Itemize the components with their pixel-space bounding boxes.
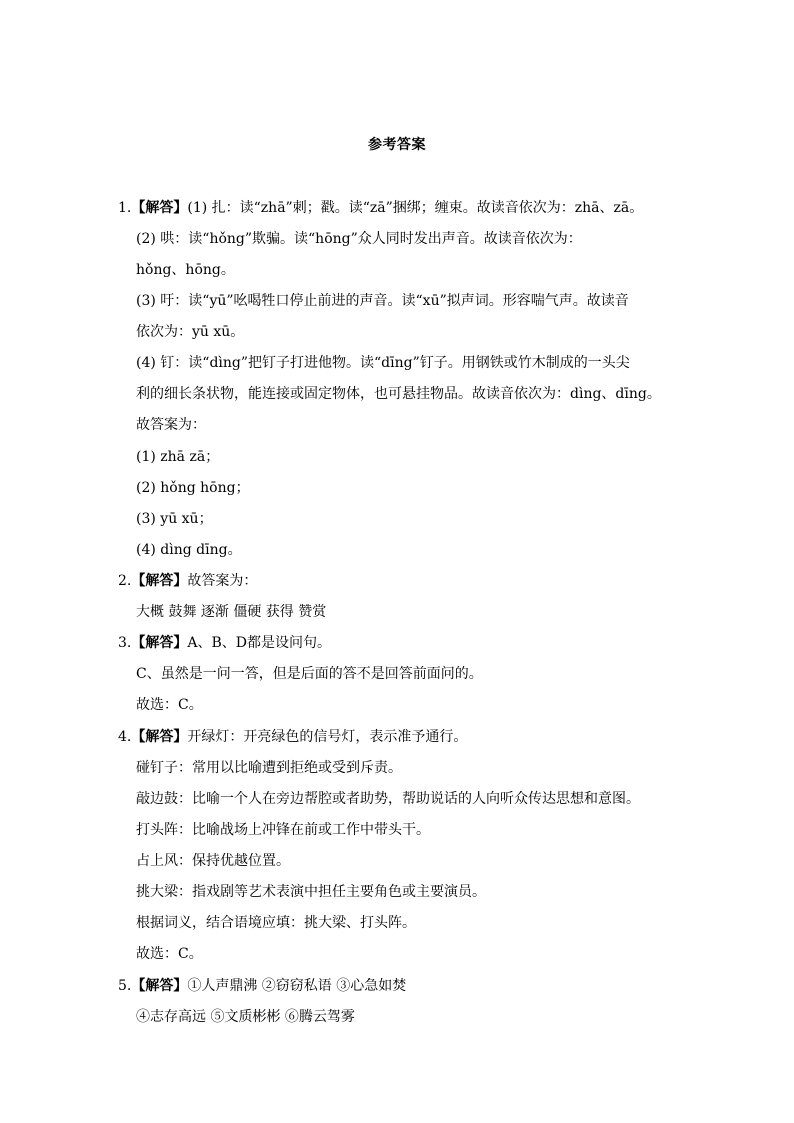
answer-2-line <box>118 572 257 590</box>
answer-3-line <box>118 634 331 652</box>
answer-1-line <box>118 199 643 217</box>
answer-3-line: 故选：C。 <box>136 697 203 713</box>
answer-4-line: 碰钉子：常用以比喻遭到拒绝或受到斥责。 <box>136 760 402 776</box>
answer-text: 故答案为： <box>187 573 258 589</box>
answer-1-line: (2) hǒng hōng； <box>136 480 250 496</box>
answer-1-line: (4) dìng dīng。 <box>136 542 242 558</box>
item-number: 2. <box>118 573 132 589</box>
answer-1-line: hǒng、hōng。 <box>136 262 235 278</box>
item-number: 1. <box>118 200 132 216</box>
answer-text: A、B、D都是设问句。 <box>187 635 331 651</box>
answer-text: 开绿灯：开亮绿色的信号灯，表示准予通行。 <box>187 729 468 745</box>
answer-4-line: 故选：C。 <box>136 946 203 962</box>
answer-tag: 【解答】 <box>131 978 188 994</box>
item-number: 3. <box>118 635 132 651</box>
answer-4-line: 敲边鼓：比喻一个人在旁边帮腔或者助势，帮助说话的人向听众传达思想和意图。 <box>136 791 640 807</box>
answer-tag: 【解答】 <box>131 729 188 745</box>
answer-2-line: 大概 鼓舞 逐渐 僵硬 获得 赞赏 <box>136 604 327 620</box>
answer-3-line: C、虽然是一问一答，但是后面的答不是回答前面问的。 <box>136 666 483 682</box>
answer-1-line: (1) zhā zā； <box>136 449 220 465</box>
answer-1-line: 故答案为： <box>136 417 206 433</box>
page-title: 参考答案 <box>368 137 426 153</box>
answer-4-line: 根据词义，结合语境应填：挑大梁、打头阵。 <box>136 915 416 931</box>
answer-tag: 【解答】 <box>131 573 188 589</box>
answer-5-line: ④志存高远 ⑤文质彬彬 ⑥腾云驾雾 <box>136 1009 355 1025</box>
item-number: 4. <box>118 729 132 745</box>
answer-1-line: 依次为：yū xū。 <box>136 324 245 340</box>
answer-1-line: (3) yū xū； <box>136 511 213 527</box>
answer-5-line <box>118 977 406 995</box>
answer-4-line: 打头阵：比喻战场上冲锋在前或工作中带头干。 <box>136 822 430 838</box>
answer-1-line: (4) 钉：读“dìng”把钉子打进他物。读“dīng”钉子。用钢铁或竹木制成的一头尖 <box>136 355 630 371</box>
answer-1-line: (3) 吁：读“yū”吆喝牲口停止前进的声音。读“xū”拟声词。形容喘气声。故读音 <box>136 293 629 309</box>
answer-tag: 【解答】 <box>131 635 188 651</box>
item-number: 5. <box>118 978 132 994</box>
answer-text: (1) 扎：读“zhā”刺；戳。读“zā”捆绑；缠束。故读音依次为：zhā、zā。 <box>187 200 644 216</box>
answer-text: ①人声鼎沸 ②窃窃私语 ③心急如焚 <box>187 978 407 994</box>
answer-1-line: 利的细长条状物，能连接或固定物体，也可悬挂物品。故读音依次为：dìng、dīng。 <box>136 386 661 402</box>
answer-4-line: 挑大梁：指戏剧等艺术表演中担任主要角色或主要演员。 <box>136 884 486 900</box>
answer-tag: 【解答】 <box>131 200 188 216</box>
answer-1-line: (2) 哄：读“hǒng”欺骗。读“hōng”众人同时发出声音。故读音依次为： <box>136 231 582 247</box>
answer-4-line <box>118 728 467 746</box>
answer-4-line: 占上风：保持优越位置。 <box>136 853 290 869</box>
